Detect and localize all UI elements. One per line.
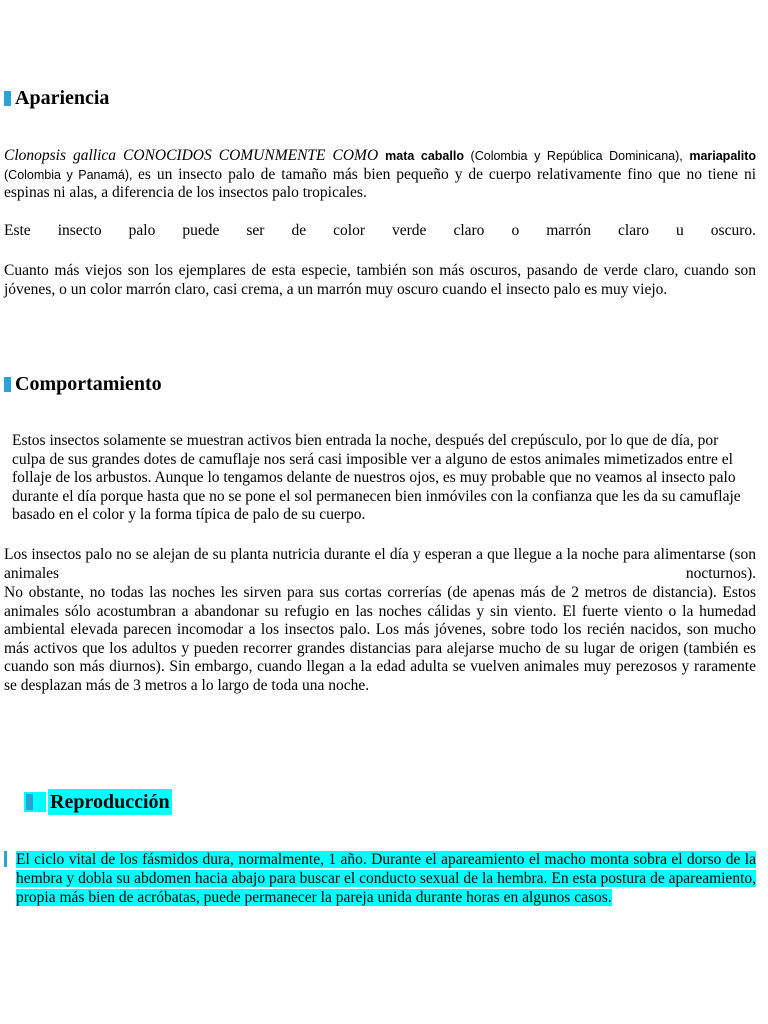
apariencia-paragraph-1 — [4, 147, 756, 203]
common-name-1: mata caballo — [385, 149, 464, 163]
apariencia-paragraph-2: Este insecto palo puede ser de color verde claro o marrón claro u oscuro. — [4, 222, 756, 239]
heading-text: Apariencia — [15, 87, 110, 109]
caps-text: CONOCIDOS COMUNMENTE COMO — [116, 147, 386, 164]
heading-text: Reproducción — [50, 791, 170, 813]
section-heading-reproduccion — [24, 788, 172, 816]
heading-marker-icon — [4, 91, 11, 106]
species-name: Clonopsis gallica — [4, 147, 117, 164]
description-text: es un insecto palo de tamaño más bien pequeño y de cuerpo relativamente fino que no tiene ni espinas ni alas, a diferencia de los insectos palo tropicales. — [4, 165, 757, 201]
apariencia-paragraph-3: Cuanto más viejos son los ejemplares de esta especie, también son más oscuros, pasando de verde claro, cuando son jóvenes, o un color marrón claro, casi crema, a un marrón muy oscuro cuando el insecto palo es muy viejo. — [4, 262, 756, 298]
region-2: (Colombia y Panamá), — [4, 167, 138, 182]
comportamiento-paragraph-2b: No obstante, no todas las noches les sirven para sus cortas correrías (de apenas más de 2 metros de distancia). Estos animales sólo acostumbran a abandonar su refugio en las noches cálidas y sin viento. El fuerte viento o la humedad ambiental elevada parecen incomodar a los insectos palo. Los más jóvenes, sobre todo los recién nacidos, son mucho más activos que los adultos y pueden recorrer grandes distancias para alejarse mucho de su lugar de origen (también es cuando son más diurnos). Sin embargo, cuando llegan a la edad adulta se vuelven animales muy perezosos y raramente se desplazan más de 3 metros a lo largo de toda una noche. — [4, 584, 756, 694]
paragraph-marker-icon — [4, 851, 7, 867]
highlighted-text: El ciclo vital de los fásmidos dura, normalmente, 1 año. Durante el apareamiento el macho monta sobra el dorso de la hembra y dobla su abdomen hacia abajo para buscar el conducto sexual de la hembra. En esta postura de apareamiento, propia más bien de acróbatas, puede permanecer la pareja unida durante horas en algunos casos. — [16, 851, 756, 906]
comportamiento-paragraph-2a: Los insectos palo no se alejan de su planta nutricia durante el día y esperan a que llegue a la noche para alimentarse (son animales nocturnos). — [4, 546, 756, 582]
section-heading-apariencia — [4, 86, 109, 110]
heading-text: Comportamiento — [15, 373, 162, 395]
common-name-2: mariapalito — [689, 149, 757, 163]
region-1: (Colombia y República Dominicana), — [463, 149, 690, 163]
reproduccion-paragraph-1 — [16, 850, 756, 907]
heading-marker-icon — [4, 377, 11, 392]
heading-marker-icon — [24, 792, 46, 812]
section-heading-comportamiento — [4, 372, 162, 396]
comportamiento-paragraph-1: Estos insectos solamente se muestran activos bien entrada la noche, después del crepúsculo, por lo que de día, por culpa de sus grandes dotes de camuflaje nos será casi imposible ver a alguno de estos animales mimetizados entre el follaje de los arbustos. Aunque lo tengamos delante de nuestros ojos, es muy probable que no veamos al insecto palo durante el día porque hasta que no se pone el sol permanecen bien inmóviles con la confianza que les da su camuflaje basado en el color y la forma típica de palo de su cuerpo. — [12, 432, 741, 523]
